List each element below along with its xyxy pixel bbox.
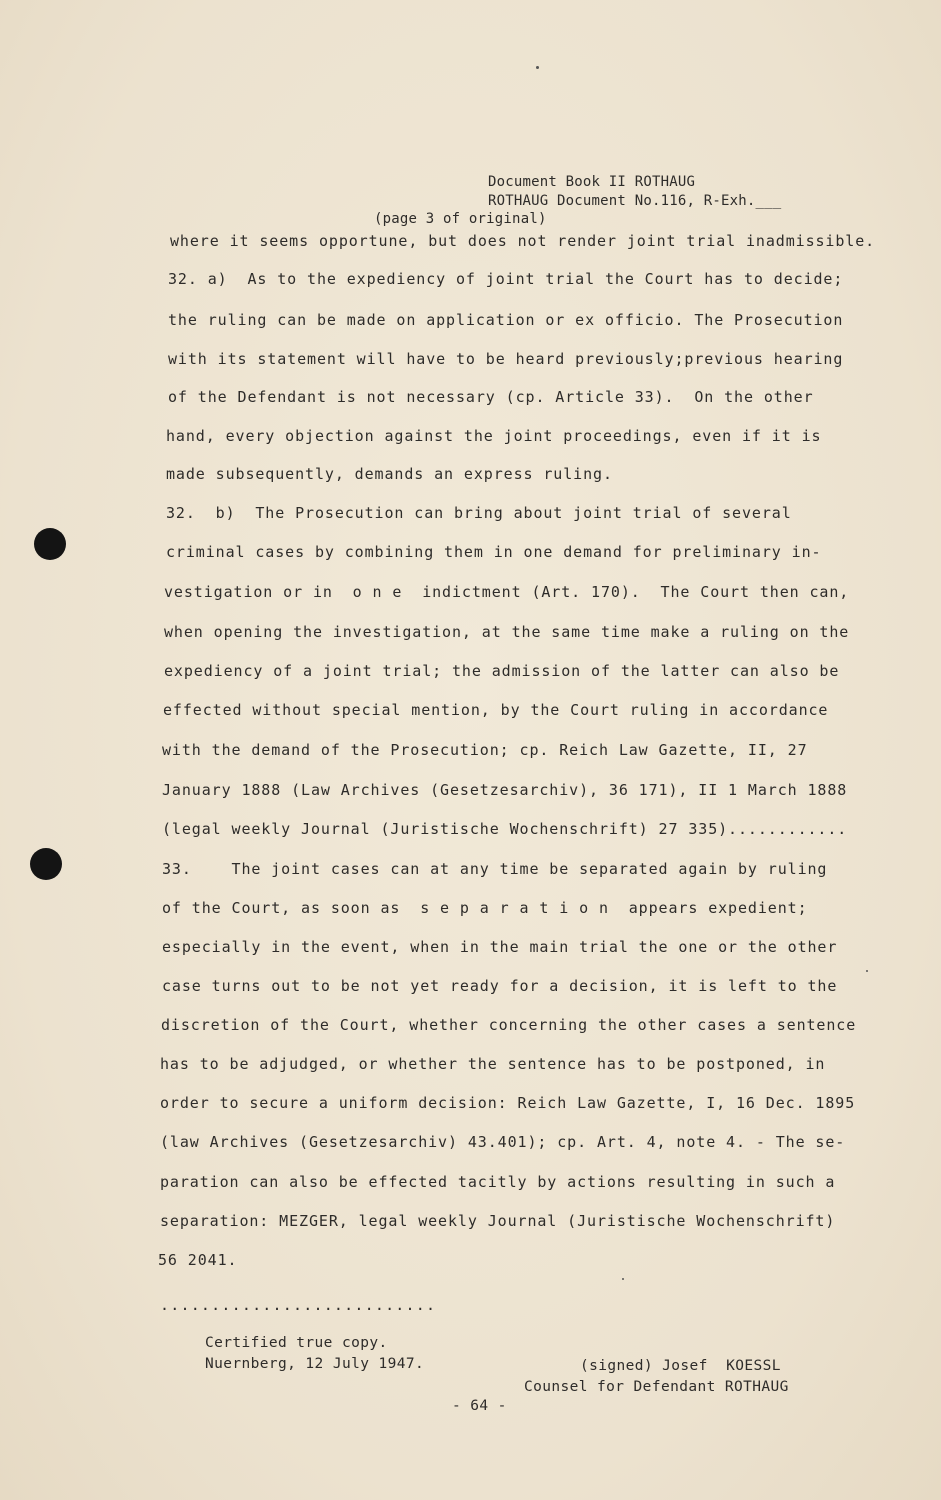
header-document-book: Document Book II ROTHAUG — [488, 174, 696, 190]
body-line: January 1888 (Law Archives (Gesetzesarchiv), 36 171), II 1 March 1888 — [162, 781, 848, 799]
body-line: with its statement will have to be heard previously;previous hearing — [168, 350, 844, 368]
body-line: hand, every objection against the joint proceedings, even if it is — [166, 427, 822, 445]
body-line: discretion of the Court, whether concerning the other cases a sentence — [161, 1016, 857, 1034]
body-line: criminal cases by combining them in one demand for preliminary in- — [166, 543, 822, 561]
body-line: case turns out to be not yet ready for a decision, it is left to the — [162, 977, 838, 995]
counsel-line: Counsel for Defendant ROTHAUG — [524, 1379, 789, 1395]
paper-speck — [622, 1278, 624, 1280]
body-line: 33. The joint cases can at any time be separated again by ruling — [162, 860, 828, 878]
body-line: of the Court, as soon as s e p a r a t i o n appears expedient; — [162, 899, 808, 917]
body-line: 32. b) The Prosecution can bring about joint trial of several — [166, 504, 792, 522]
body-line: the ruling can be made on application or ex officio. The Prosecution — [168, 311, 844, 329]
header-page-reference: (page 3 of original) — [374, 211, 547, 227]
body-line: separation: MEZGER, legal weekly Journal (Juristische Wochenschrift) — [160, 1212, 836, 1230]
body-line: 32. a) As to the expediency of joint trial the Court has to decide; — [168, 270, 844, 288]
header-document-number: ROTHAUG Document No.116, R-Exh.___ — [488, 193, 782, 209]
body-line: effected without special mention, by the Court ruling in accordance — [163, 701, 829, 719]
body-line: of the Defendant is not necessary (cp. Article 33). On the other — [168, 388, 814, 406]
place-date: Nuernberg, 12 July 1947. — [205, 1356, 425, 1372]
body-line: has to be adjudged, or whether the sentence has to be postponed, in — [160, 1055, 826, 1073]
body-line: when opening the investigation, at the same time make a ruling on the — [164, 623, 850, 641]
body-line: with the demand of the Prosecution; cp. Reich Law Gazette, II, 27 — [162, 741, 808, 759]
body-line: vestigation or in o n e indictment (Art. 170). The Court then can, — [164, 583, 850, 601]
paper-speck — [536, 66, 539, 69]
page-number: - 64 - — [452, 1398, 507, 1414]
body-line: order to secure a uniform decision: Reich Law Gazette, I, 16 Dec. 1895 — [160, 1094, 856, 1112]
signature-line: (signed) Josef KOESSL — [580, 1358, 781, 1374]
dotted-separator: ........................... — [160, 1296, 437, 1314]
body-line: especially in the event, when in the main trial the one or the other — [162, 938, 838, 956]
certified-copy-note: Certified true copy. — [205, 1335, 388, 1351]
body-line: expediency of a joint trial; the admission of the latter can also be — [164, 662, 840, 680]
punch-hole-bottom — [30, 848, 62, 880]
body-line: (law Archives (Gesetzesarchiv) 43.401); cp. Art. 4, note 4. - The se- — [160, 1133, 846, 1151]
body-line: (legal weekly Journal (Juristische Wochenschrift) 27 335)............ — [162, 820, 848, 838]
punch-hole-top — [34, 528, 66, 560]
body-line: 56 2041. — [158, 1251, 238, 1269]
paper-speck — [866, 970, 868, 972]
body-line: made subsequently, demands an express ruling. — [166, 465, 613, 483]
body-line: where it seems opportune, but does not render joint trial inadmissible. — [170, 232, 876, 250]
body-line: paration can also be effected tacitly by actions resulting in such a — [160, 1173, 836, 1191]
